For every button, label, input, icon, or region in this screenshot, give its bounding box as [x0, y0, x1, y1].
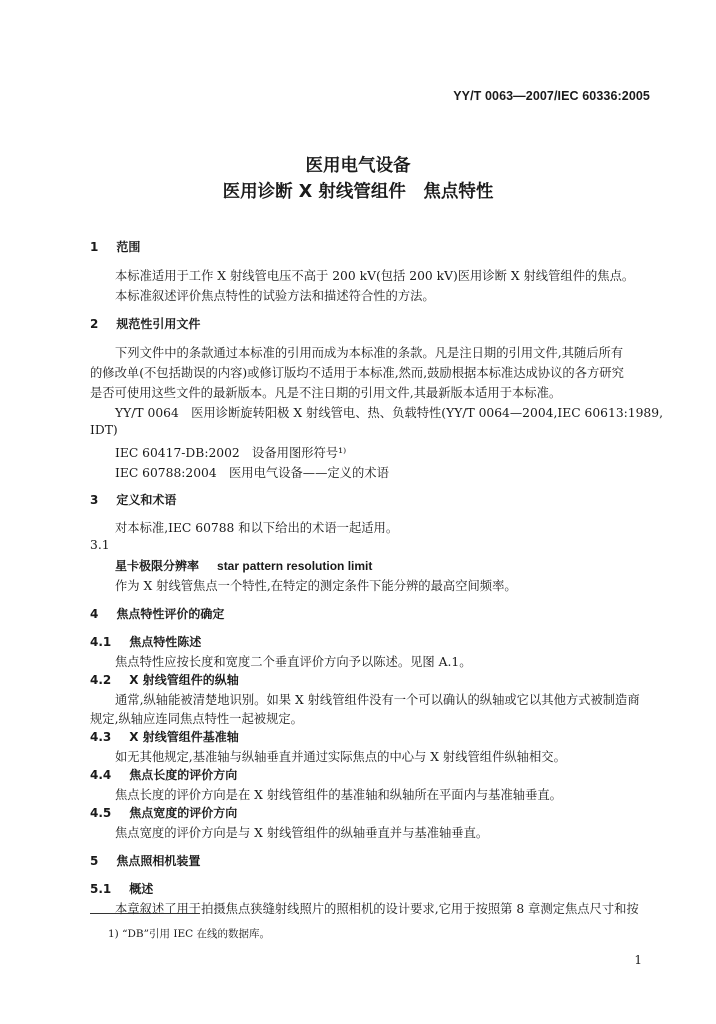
subsection-title: X 射线管组件基准轴 [129, 730, 239, 744]
title-line-2: 医用诊断 X 射线管组件 焦点特性 [222, 182, 494, 202]
paragraph: 如无其他规定,基准轴与纵轴垂直并通过实际焦点的中心与 X 射线管组件纵轴相交。 [115, 750, 566, 764]
subsection-3-1-number: 3.1 [90, 538, 110, 552]
subsection-title: 焦点长度的评价方向 [129, 768, 238, 782]
section-4-heading [90, 605, 224, 622]
subsection-4-4-heading [90, 766, 237, 783]
subsection-4-2-heading [90, 671, 239, 688]
reference-iec60417: IEC 60417-DB:2002 设备用图形符号¹⁾ [115, 446, 347, 460]
subsection-5-1-heading [90, 880, 153, 897]
term-definition: 作为 X 射线管焦点一个特性,在特定的测定条件下能分辨的最高空间频率。 [115, 579, 517, 593]
paragraph: 焦点宽度的评价方向是与 X 射线管组件的纵轴垂直并与基准轴垂直。 [115, 826, 489, 840]
subsection-number: 4.1 [90, 635, 112, 649]
subsection-title: 焦点宽度的评价方向 [129, 806, 238, 820]
section-title: 规范性引用文件 [116, 317, 201, 331]
subsection-number: 4.3 [90, 730, 112, 744]
section-number: 3 [90, 493, 99, 507]
subsection-number: 4.4 [90, 768, 112, 782]
section-number: 4 [90, 607, 99, 621]
section-number: 2 [90, 317, 99, 331]
section-number: 1 [90, 240, 99, 254]
footnote-divider [90, 913, 200, 914]
term-english: star pattern resolution limit [217, 559, 373, 573]
paragraph: 下列文件中的条款通过本标准的引用而成为本标准的条款。凡是注日期的引用文件,其随后所有 [115, 346, 624, 360]
paragraph: 焦点长度的评价方向是在 X 射线管组件的基准轴和纵轴所在平面内与基准轴垂直。 [115, 788, 562, 802]
subsection-title: 概述 [129, 882, 154, 896]
reference-iec60788: IEC 60788:2004 医用电气设备——定义的术语 [115, 466, 389, 480]
reference-cont: IDT) [90, 423, 118, 437]
paragraph-cont: 是否可使用这些文件的最新版本。凡是不注日期的引用文件,其最新版本适用于本标准。 [90, 386, 562, 400]
section-title: 定义和术语 [116, 493, 177, 507]
paragraph: 本标准叙述评价焦点特性的试验方法和描述符合性的方法。 [115, 289, 435, 303]
paragraph: 本章叙述了用于拍摄焦点狭缝射线照片的照相机的设计要求,它用于按照第 8 章测定焦点尺寸和按 [115, 902, 639, 916]
title-line-1: 医用电气设备 [305, 156, 411, 176]
paragraph-cont: 规定,纵轴应连同焦点特性一起被规定。 [90, 712, 303, 726]
section-3-heading [90, 491, 176, 508]
section-title: 焦点特性评价的确定 [116, 607, 225, 621]
paragraph-cont: 的修改单(不包括勘误的内容)或修订版均不适用于本标准,然而,鼓励根据本标准达成协议的各方研究 [90, 366, 624, 380]
section-2-heading [90, 315, 200, 332]
subsection-number: 5.1 [90, 882, 112, 896]
subsection-title: X 射线管组件的纵轴 [129, 673, 239, 687]
reference-yyt0064: YY/T 0064 医用诊断旋转阳极 X 射线管电、热、负载特性(YY/T 0064—2004,IEC 60613:1989, [115, 406, 663, 420]
subsection-title: 焦点特性陈述 [129, 635, 202, 649]
subsection-4-3-heading [90, 728, 239, 745]
subsection-number: 4.2 [90, 673, 112, 687]
paragraph: 对本标准,IEC 60788 和以下给出的术语一起适用。 [115, 521, 399, 535]
section-title: 范围 [116, 240, 141, 254]
section-5-heading [90, 852, 200, 869]
term-entry [115, 557, 372, 574]
section-1-heading [90, 238, 140, 255]
section-title: 焦点照相机装置 [116, 854, 201, 868]
subsection-number: 4.5 [90, 806, 112, 820]
term-chinese: 星卡极限分辨率 [115, 559, 200, 573]
section-number: 5 [90, 854, 99, 868]
footnote: 1) “DB”引用 IEC 在线的数据库。 [108, 928, 271, 940]
page-number: 1 [634, 953, 642, 967]
subsection-4-1-heading [90, 633, 201, 650]
paragraph: 本标准适用于工作 X 射线管电压不高于 200 kV(包括 200 kV)医用诊断 X 射线管组件的焦点。 [115, 269, 635, 283]
standard-number: YY/T 0063—2007/IEC 60336:2005 [453, 89, 650, 103]
subsection-4-5-heading [90, 804, 237, 821]
paragraph: 通常,纵轴能被清楚地识别。如果 X 射线管组件没有一个可以确认的纵轴或它以其他方式被制造商 [115, 693, 640, 707]
paragraph: 焦点特性应按长度和宽度二个垂直评价方向予以陈述。见图 A.1。 [115, 655, 472, 669]
